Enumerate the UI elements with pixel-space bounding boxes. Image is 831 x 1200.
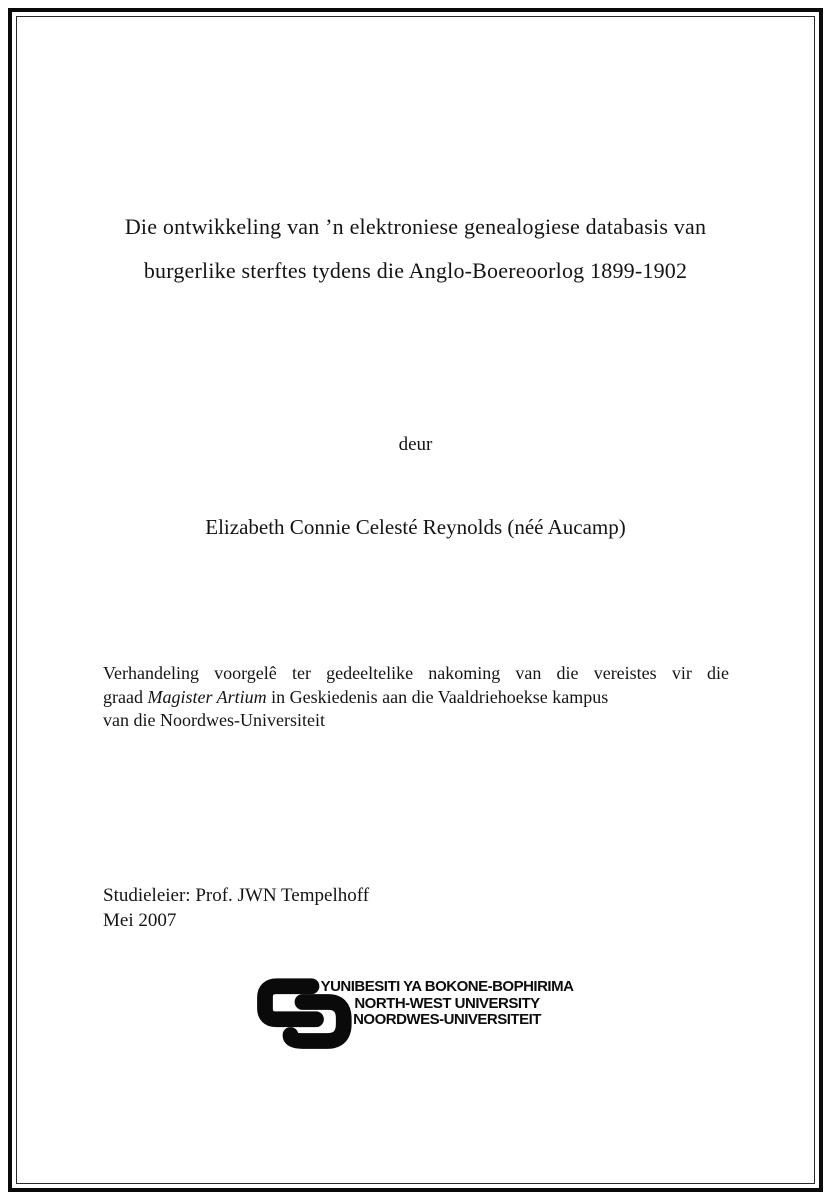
statement-line-2-pre: graad: [103, 686, 148, 707]
supervisor-block: [103, 883, 369, 933]
logo-text-setswana: YUNIBESITI YA BOKONE-BOPHIRIMA: [320, 978, 574, 995]
date-line: Mei 2007: [103, 910, 177, 931]
statement-line-2: [103, 686, 729, 710]
title-line-1: Die ontwikkeling van ’n elektroniese genealogiese databasis van: [124, 214, 707, 239]
statement-line-3: van die Noordwes-Universiteit: [103, 710, 325, 730]
logo-text-afrikaans: NOORDWES-UNIVERSITEIT: [353, 1011, 541, 1028]
logo-text-english: NORTH-WEST UNIVERSITY: [354, 994, 540, 1012]
statement-line-2-post: in Geskiedenis aan die Vaaldriehoekse kampus: [266, 686, 609, 707]
degree-name: Magister Artium: [147, 686, 267, 707]
nwu-logo: [256, 974, 586, 1052]
statement-line-1: Verhandeling voorgelê ter gedeeltelike nakoming van die vereistes vir die: [103, 663, 729, 683]
thesis-title: [55, 205, 776, 293]
title-line-2: burgerlike sterftes tydens die Anglo-Boereoorlog 1899-1902: [143, 258, 688, 283]
submission-statement: [103, 662, 729, 733]
supervisor-line: Studieleier: Prof. JWN Tempelhoff: [103, 885, 370, 906]
byline: deur: [398, 434, 433, 455]
author-name: Elizabeth Connie Celesté Reynolds (néé Aucamp): [205, 515, 626, 539]
nwu-logo-text: [316, 979, 578, 1029]
